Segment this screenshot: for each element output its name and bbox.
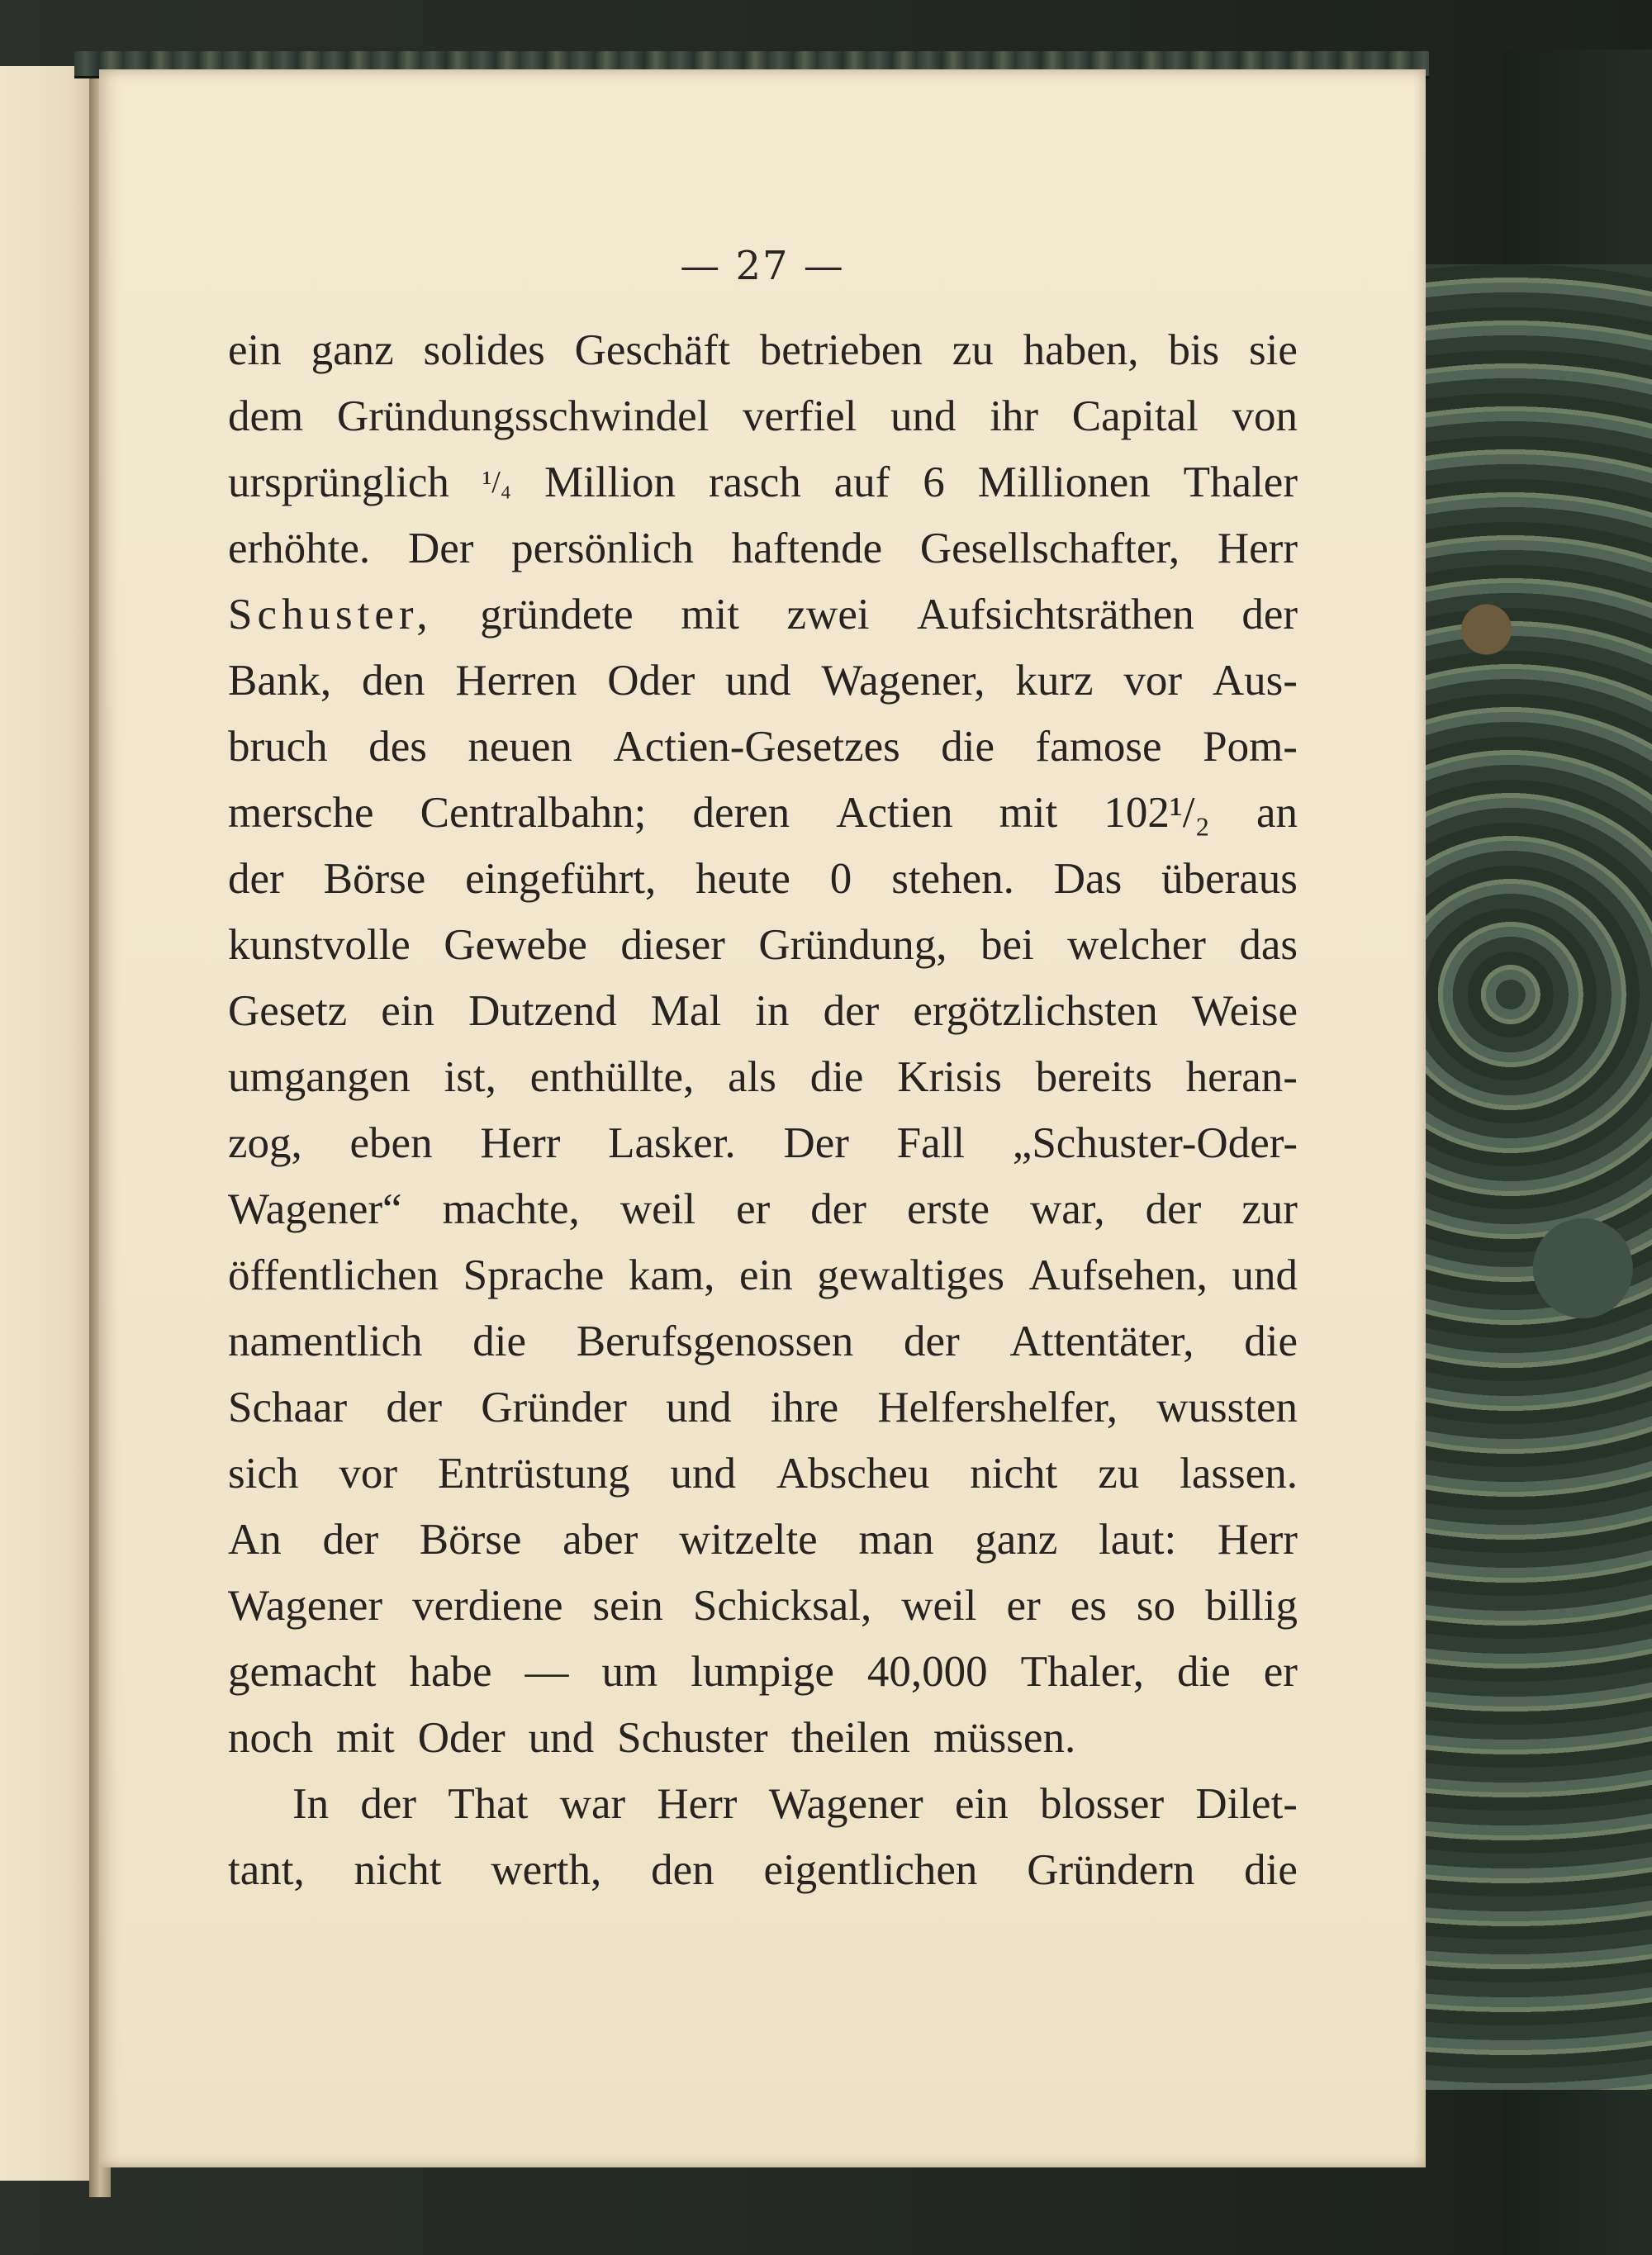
word: der — [810, 1185, 866, 1233]
word: betrieben — [759, 326, 923, 374]
word: Wagener, — [821, 657, 985, 705]
word: zog, — [228, 1119, 302, 1167]
word: solides — [423, 326, 545, 374]
word: famose — [1035, 723, 1162, 771]
word: rasch — [708, 458, 801, 506]
text-line — [228, 449, 1298, 515]
text-line — [228, 1441, 1298, 1507]
word: Schuster, — [228, 591, 433, 639]
word: der — [904, 1317, 960, 1365]
word: und — [1232, 1251, 1298, 1299]
word: Pom- — [1203, 723, 1298, 771]
text-line — [228, 1573, 1298, 1639]
word: zur — [1241, 1185, 1298, 1233]
word: Wagener — [228, 1582, 383, 1630]
word: gründete — [480, 591, 634, 639]
word: ihre — [770, 1384, 839, 1431]
word: von — [1232, 392, 1298, 440]
text-line — [228, 1242, 1298, 1308]
text-line — [228, 1044, 1298, 1110]
word: man — [858, 1516, 934, 1564]
word: der — [1145, 1185, 1202, 1233]
word: noch — [228, 1714, 314, 1762]
word: Gründern — [1027, 1846, 1195, 1894]
word: habe — [409, 1648, 492, 1696]
word: Krisis — [897, 1053, 1002, 1101]
word: so — [1136, 1582, 1176, 1630]
word: Aus- — [1212, 657, 1298, 705]
word: theilen — [790, 1714, 910, 1762]
word: und — [528, 1714, 595, 1762]
word: persönlich — [511, 525, 694, 572]
word: und — [666, 1384, 732, 1431]
text-line — [228, 383, 1298, 449]
word: blosser — [1039, 1780, 1165, 1828]
word: Entrüstung — [437, 1450, 630, 1498]
fraction: ¹/₄ — [482, 465, 512, 500]
word: an — [1256, 789, 1298, 837]
word: umgangen — [228, 1053, 411, 1101]
word: Börse — [323, 855, 426, 903]
word: Gesetz — [228, 987, 348, 1035]
word: der — [386, 1384, 443, 1431]
text-line — [228, 1176, 1298, 1242]
word: Actien-Gesetzes — [613, 723, 900, 771]
word: weil — [620, 1185, 696, 1233]
word: billig — [1205, 1582, 1298, 1630]
text-line — [228, 648, 1298, 714]
word: Herr — [1217, 1516, 1298, 1564]
word: „Schuster-Oder- — [1012, 1119, 1298, 1167]
word: die — [941, 723, 995, 771]
word: Wagener — [768, 1780, 923, 1828]
word: aber — [563, 1516, 638, 1564]
word: sich — [228, 1450, 299, 1498]
word: die — [472, 1317, 526, 1365]
word: das — [1239, 921, 1298, 969]
word: machte, — [442, 1185, 580, 1233]
word: die — [1244, 1846, 1298, 1894]
word: kunstvolle — [228, 921, 411, 969]
word: Herr — [657, 1780, 738, 1828]
word: mit — [681, 591, 739, 639]
word: ganz — [975, 1516, 1058, 1564]
word: mit — [999, 789, 1058, 837]
word: namentlich — [228, 1317, 423, 1365]
word: Fall — [896, 1119, 966, 1167]
word: nicht — [970, 1450, 1058, 1498]
page-number: — 27 — — [680, 243, 845, 289]
word: zu — [1098, 1450, 1140, 1498]
word: werth, — [491, 1846, 602, 1894]
word: Gewebe — [444, 921, 587, 969]
word: ursprünglich — [228, 458, 449, 506]
word: der — [322, 1516, 379, 1564]
word: Gründer — [481, 1384, 627, 1431]
text-line — [228, 515, 1298, 582]
word: zu — [952, 326, 994, 374]
word: als — [728, 1053, 776, 1101]
word: Schaar — [228, 1384, 348, 1431]
word: In — [292, 1780, 330, 1828]
word: Oder — [417, 1714, 506, 1762]
word: bis — [1168, 326, 1220, 374]
word: zwei — [786, 591, 870, 639]
word: und — [725, 657, 791, 705]
word: Dilet- — [1195, 1780, 1298, 1828]
word: wussten — [1156, 1384, 1298, 1431]
word: mit — [336, 1714, 395, 1762]
facing-page-edge — [0, 66, 100, 2181]
word: vor — [1123, 657, 1183, 705]
text-line — [228, 714, 1298, 780]
text-line — [228, 1308, 1298, 1374]
word: haben, — [1023, 326, 1139, 374]
word: ganz — [311, 326, 394, 374]
word: Dutzend — [468, 987, 617, 1035]
word: heran- — [1185, 1053, 1298, 1101]
text-line — [228, 582, 1298, 648]
word: er — [736, 1185, 771, 1233]
word: kam, — [628, 1251, 715, 1299]
word: bruch — [228, 723, 328, 771]
word: 0 — [829, 855, 852, 903]
word: sie — [1249, 326, 1298, 374]
word: kurz — [1015, 657, 1094, 705]
word: ein — [381, 987, 435, 1035]
word: Lasker. — [608, 1119, 736, 1167]
word: ein — [954, 1780, 1009, 1828]
word: Herr — [1217, 525, 1298, 572]
word: eben — [349, 1119, 433, 1167]
word: bei — [980, 921, 1034, 969]
word: enthüllte, — [529, 1053, 695, 1101]
text-line — [228, 1374, 1298, 1441]
word: welcher — [1067, 921, 1206, 969]
word: gemacht — [228, 1648, 377, 1696]
word: eigentlichen — [763, 1846, 978, 1894]
word: neuen — [468, 723, 572, 771]
word: öffentlichen — [228, 1251, 439, 1299]
word: Börse — [419, 1516, 522, 1564]
text-line — [228, 846, 1298, 912]
word: Schuster — [617, 1714, 768, 1762]
word: der — [228, 855, 284, 903]
text-line — [228, 978, 1298, 1044]
word: haftende — [731, 525, 883, 572]
number-with-fraction: 102¹/₂ — [1104, 789, 1210, 837]
word: er — [1263, 1648, 1298, 1696]
word: dem — [228, 392, 304, 440]
word: bereits — [1035, 1053, 1152, 1101]
word: Gründungsschwindel — [336, 392, 710, 440]
text-line — [228, 1705, 1298, 1771]
word: den — [361, 657, 425, 705]
word: nicht — [354, 1846, 442, 1894]
word: erhöhte. — [228, 525, 371, 572]
word: Thaler, — [1020, 1648, 1145, 1696]
word: Das — [1053, 855, 1123, 903]
word: laut: — [1098, 1516, 1177, 1564]
word: That — [448, 1780, 529, 1828]
word: und — [670, 1450, 736, 1498]
word: Helfershelfer, — [877, 1384, 1118, 1431]
text-line — [228, 780, 1298, 846]
word: Weise — [1191, 987, 1298, 1035]
word: Gesellschafter, — [919, 525, 1180, 572]
word: deren — [692, 789, 790, 837]
text-line — [228, 1771, 1298, 1837]
word: mersche — [228, 789, 374, 837]
word: verdiene — [412, 1582, 563, 1630]
word: 40,000 — [866, 1648, 988, 1696]
word: war, — [1030, 1185, 1105, 1233]
word: eingeführt, — [465, 855, 657, 903]
text-line — [228, 912, 1298, 978]
text-line — [228, 1639, 1298, 1705]
marbled-endpaper — [1411, 264, 1652, 2090]
word: tant, — [228, 1846, 305, 1894]
word: ein — [228, 326, 282, 374]
word: 6 — [923, 458, 945, 506]
word: der — [360, 1780, 417, 1828]
word: ist, — [444, 1053, 496, 1101]
word: des — [368, 723, 427, 771]
word: Bank, — [228, 657, 332, 705]
word: Der — [783, 1119, 849, 1167]
word: Sprache — [463, 1251, 605, 1299]
word: Aufsehen, — [1028, 1251, 1208, 1299]
word: Abscheu — [776, 1450, 930, 1498]
word: dieser — [620, 921, 725, 969]
word: Millionen — [977, 458, 1151, 506]
word: Mal — [650, 987, 722, 1035]
body-text — [228, 317, 1298, 1903]
word: Aufsichtsräthen — [917, 591, 1194, 639]
word: müssen. — [933, 1714, 1076, 1762]
word: ein — [738, 1251, 793, 1299]
word: Oder — [607, 657, 695, 705]
word: verfiel — [743, 392, 857, 440]
word: Centralbahn; — [420, 789, 647, 837]
text-line — [228, 317, 1298, 383]
word: Berufsgenossen — [576, 1317, 854, 1365]
word: weil — [901, 1582, 977, 1630]
word: die — [1177, 1648, 1231, 1696]
word: Schicksal, — [692, 1582, 872, 1630]
word: stehen. — [891, 855, 1014, 903]
word: Herr — [480, 1119, 561, 1167]
word: Thaler — [1183, 458, 1298, 506]
word: Capital — [1071, 392, 1199, 440]
word: ergötzlichsten — [913, 987, 1158, 1035]
word: lumpige — [691, 1648, 834, 1696]
word: um — [601, 1648, 658, 1696]
word: war — [559, 1780, 626, 1828]
word: Der — [407, 525, 474, 572]
word: den — [651, 1846, 714, 1894]
word: Herren — [455, 657, 577, 705]
word: heute — [695, 855, 790, 903]
word: ihr — [990, 392, 1039, 440]
word: vor — [339, 1450, 397, 1498]
text-line — [228, 1507, 1298, 1573]
word: auf — [833, 458, 890, 506]
em-dash: — — [525, 1648, 569, 1696]
word: er — [1006, 1582, 1041, 1630]
book-page — [99, 69, 1426, 2167]
word: Wagener“ — [228, 1185, 402, 1233]
word: Actien — [836, 789, 953, 837]
word: Geschäft — [574, 326, 730, 374]
word: sein — [592, 1582, 663, 1630]
word: die — [1244, 1317, 1298, 1365]
word: gewaltiges — [817, 1251, 1004, 1299]
word: der — [823, 987, 880, 1035]
word: in — [755, 987, 790, 1035]
word: überaus — [1161, 855, 1298, 903]
word: lassen. — [1180, 1450, 1298, 1498]
text-line — [228, 1110, 1298, 1176]
word: Attentäter, — [1009, 1317, 1194, 1365]
word: die — [809, 1053, 864, 1101]
word: witzelte — [678, 1516, 818, 1564]
word: Gründung, — [758, 921, 947, 969]
word: der — [1241, 591, 1298, 639]
word: Million — [544, 458, 676, 506]
text-line — [228, 1837, 1298, 1903]
word: An — [228, 1516, 282, 1564]
word: es — [1070, 1582, 1107, 1630]
word: erste — [906, 1185, 990, 1233]
word: und — [890, 392, 957, 440]
